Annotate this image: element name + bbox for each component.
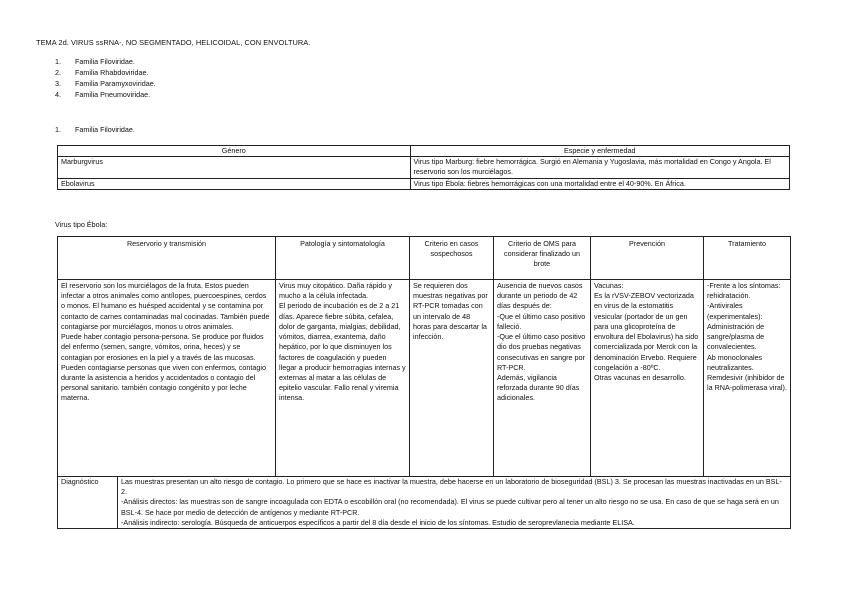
list-item: 1. Familia Filoviridae.: [55, 57, 135, 66]
diagnosis-label: Diagnóstico: [58, 477, 118, 529]
species-cell: Virus tipo Ébola: fiebres hemorrágicas con una mortalidad entre el 40-90%. En África.: [410, 178, 789, 189]
species-cell: Virus tipo Marburg: fiebre hemorrágica. Surgió en Alemania y Yugoslavia, más mortalidad en Congo y Angola. El reservorio son los murciélagos.: [410, 157, 789, 178]
column-header: Criterio de OMS para considerar finalizado un brote: [494, 237, 591, 280]
treatment-cell: -Frente a los síntomas: rehidratación. -Antivirales (experimentales): Administración de sangre/plasma de convalecientes. Ab monoclonales neutralizantes. Remdesivir (inhibidor de la RNA-polimerasa viral).: [704, 280, 791, 477]
list-item: 3. Familia Paramyxoviridae.: [55, 79, 156, 88]
diagnosis-cell: Las muestras presentan un alto riesgo de contagio. Lo primero que se hace es inactivar la muestra, debe hacerse en un laboratorio de bioseguridad (BSL) 3. Se procesan las muestras inactivadas en un BSL-2. -Análisis directos: las muestras son de sangre incoagulada con EDTA o escobillón oral (no recomendada). El virus se puede cultivar pero al tener un alto riesgo no se usa. En caso de que se haga será en un BSL-4. Se hace por medio de detección de antígenos y mediante RT-PCR. -Análisis indirecto: serología. Búsqueda de anticuerpos específicos a partir del 8 día desde el inicio de los síntomas. Estudio de seroprevlanecia mediante ELISA.: [118, 477, 791, 529]
column-header: Género: [58, 146, 411, 157]
pathology-cell: Virus muy citopático. Daña rápido y mucho a la célula infectada. El periodo de incubación es de 2 a 21 días. Aparece fiebre súbita, cefalea, dolor de garganta, mialgias, debilidad, vómitos, diarrea, exantema, daño hepático, por lo que disminuyen los factores de coagulación y pueden llegar a producir hemorragias internas y externas al matar a las células de epitelio vascular. Fallo renal y viremia intensa.: [276, 280, 410, 477]
column-header: Reservorio y transmisión: [58, 237, 276, 280]
table-row: [58, 477, 791, 529]
who-criteria-cell: Ausencia de nuevos casos durante un periodo de 42 días después de: -Que el último caso positivo falleció. -Que el último caso positivo dio dos pruebas negativas consecutivas en sangre por RT-PCR. Además, vigilancia reforzada durante 90 días adicionales.: [494, 280, 591, 477]
genus-cell: Marburgvirus: [58, 157, 411, 178]
prevention-cell: Vacunas: Es la rVSV-ZEBOV vectorizada en virus de la estomatitis vesicular (portador de un gen para una glicoproteína de envoltura del Ebolavirus) ha sido comercializada por Merck con la denominación Ervebo. Requiere congelación a -80ºC. Otras vacunas en desarrollo.: [591, 280, 704, 477]
column-header: Patología y sintomatología: [276, 237, 410, 280]
column-header: Prevención: [591, 237, 704, 280]
list-item: 1. Familia Filoviridae.: [55, 125, 135, 134]
table-row: [58, 178, 790, 189]
list-item: 4. Familia Pneumoviridae.: [55, 90, 151, 99]
table-row: [58, 157, 790, 178]
list-item: 2. Familia Rhabdoviridae.: [55, 68, 149, 77]
genus-cell: Ebolavirus: [58, 178, 411, 189]
table-header-row: [58, 237, 791, 280]
reservoir-cell: El reservorio son los murciélagos de la fruta. Estos pueden infectar a otros animales como antílopes, puercoespines, cerdos o monos. El humano es huésped accidental y se contamina por contacto de carnes contaminadas mal cocinadas. También puede contagiarse por murciélagos, monos u otros animales. Puede haber contagio persona-persona. Se produce por fluidos del enfermo (semen, sangre, vómitos, orina, heces) y se contagian por erosiones en la piel y a través de las mucosas. Pueden contagiarse personas que viven con enfermos, contagio durante la asistencia a heridos y accidentados o contagio del personal sanitario. también contagio congénito y por leche materna.: [58, 280, 276, 477]
column-header: Criterio en casos sospechosos: [410, 237, 494, 280]
family-list: [55, 57, 156, 101]
column-header: Tratamiento: [704, 237, 791, 280]
section-heading: [55, 125, 135, 135]
table-row: [58, 280, 791, 477]
ebola-table: [57, 236, 791, 529]
column-header: Especie y enfermedad: [410, 146, 789, 157]
suspect-criteria-cell: Se requieren dos muestras negativas por RT-PCR tomadas con un intervalo de 48 horas para descartar la infección.: [410, 280, 494, 477]
ebola-heading: Virus tipo Ébola:: [55, 220, 108, 229]
table-header-row: [58, 146, 790, 157]
page-title: TEMA 2d. VIRUS ssRNA-, NO SEGMENTADO, HELICOIDAL, CON ENVOLTURA.: [36, 38, 311, 47]
genus-table: [57, 145, 790, 190]
